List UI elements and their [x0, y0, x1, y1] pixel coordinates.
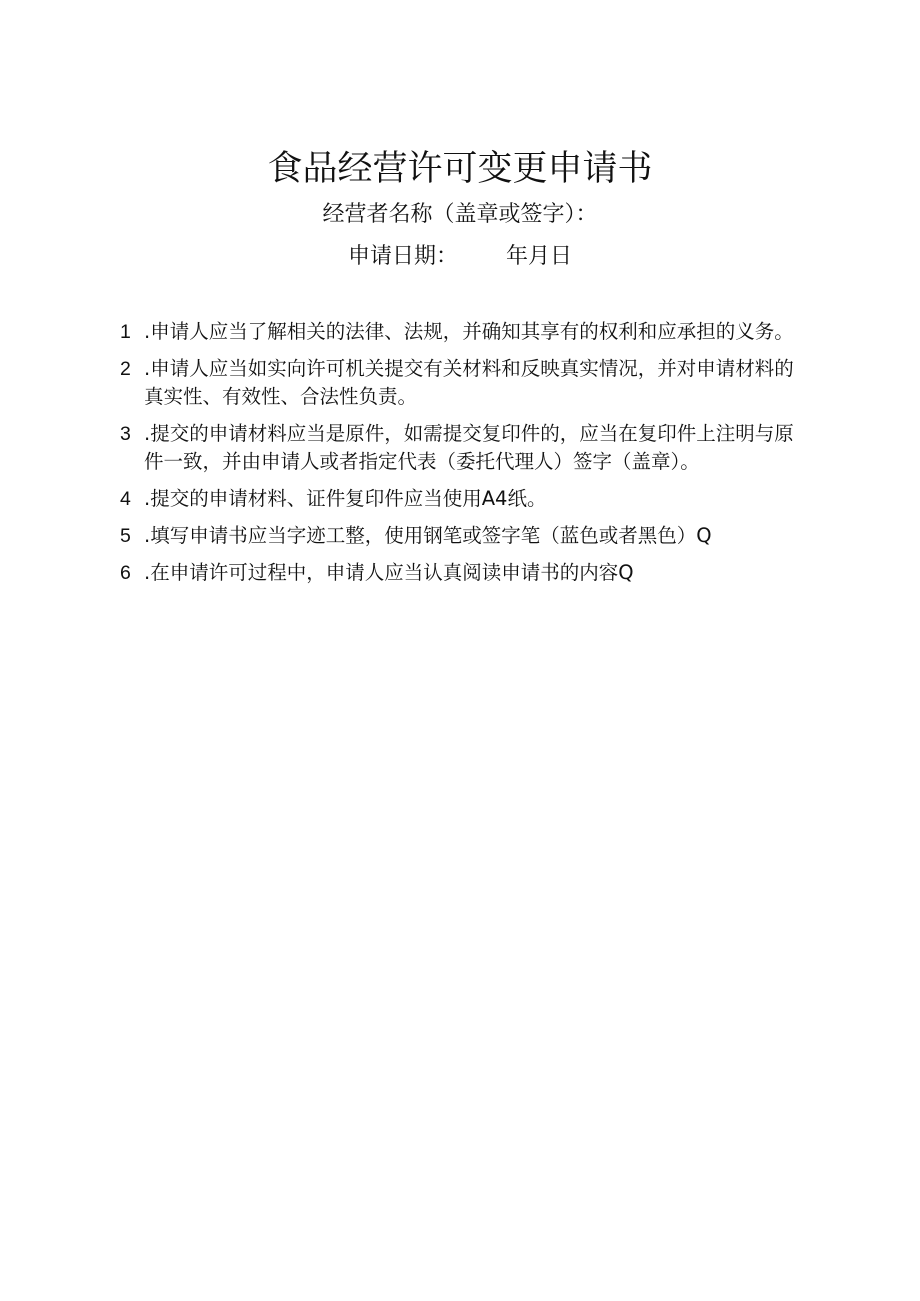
note-number: 3 — [120, 423, 131, 445]
list-item — [118, 522, 808, 550]
application-date-suffix: 年月日 — [506, 244, 573, 269]
application-date-line — [0, 242, 920, 272]
note-text: .提交的申请材料、证件复印件应当使用A4纸。 — [144, 487, 547, 510]
note-number: 4 — [120, 488, 131, 510]
note-text: .申请人应当了解相关的法律、法规，并确知其享有的权利和应承担的义务。 — [144, 320, 794, 343]
note-number: 1 — [120, 321, 131, 343]
note-text: .提交的申请材料应当是原件，如需提交复印件的，应当在复印件上注明与原件一致，并由申请人或者指定代表（委托代理人）签字（盖章）。 — [144, 422, 794, 473]
note-text: .填写申请书应当字迹工整，使用钢笔或签字笔（蓝色或者黑色）Q — [144, 524, 712, 547]
application-date-label: 申请日期： — [347, 244, 458, 269]
note-text: .在申请许可过程中，申请人应当认真阅读申请书的内容Q — [144, 561, 634, 584]
list-item — [118, 318, 808, 346]
note-number: 6 — [120, 562, 131, 584]
list-item — [118, 485, 808, 513]
page-title: 食品经营许可变更申请书 — [267, 149, 653, 189]
list-item — [118, 559, 808, 587]
list-item — [118, 355, 808, 411]
notes-list — [118, 318, 808, 596]
note-number: 2 — [120, 358, 131, 380]
note-number: 5 — [120, 525, 131, 547]
operator-name-label: 经营者名称（盖章或签字）： — [322, 202, 598, 227]
note-text: .申请人应当如实向许可机关提交有关材料和反映真实情况，并对申请材料的真实性、有效性、合法性负责。 — [144, 357, 794, 408]
list-item — [118, 420, 808, 476]
